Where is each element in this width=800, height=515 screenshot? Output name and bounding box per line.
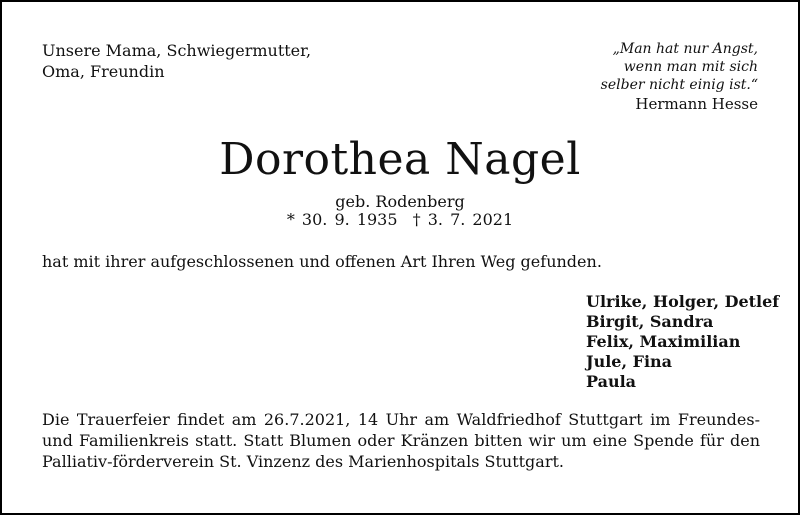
quote-block [598, 40, 758, 113]
family-line: Paula [586, 372, 637, 391]
quote-line-3: selber nicht einig ist.“ [600, 77, 758, 93]
family-line: Ulrike, Holger, Detlef [586, 292, 780, 311]
family-list [586, 292, 779, 392]
intro-line-2: Oma, Freundin [42, 62, 165, 81]
quote-line-2: wenn man mit sich [623, 59, 758, 75]
birth-date: * 30. 9. 1935 [286, 210, 398, 229]
intro-line-1: Unsere Mama, Schwiegermutter, [42, 41, 312, 60]
death-date: † 3. 7. 2021 [412, 210, 514, 229]
quote-line-1: „Man hat nur Angst, [612, 41, 758, 57]
family-line: Felix, Maximilian [586, 332, 741, 351]
funeral-notice: Die Trauerfeier findet am 26.7.2021, 14 Uhr am Waldfriedhof Stuttgart im Freundes- und Familienkreis statt. Statt Blumen oder Kränzen bitten wir um eine Spende für den Palliativ-förderverein St. Vinzenz des Marienhospitals Stuttgart. [42, 410, 760, 471]
family-line: Jule, Fina [586, 352, 673, 371]
family-line: Birgit, Sandra [586, 312, 714, 331]
quote-author: Hermann Hesse [635, 95, 758, 113]
life-dates [2, 210, 798, 230]
statement-text: hat mit ihrer aufgeschlossenen und offenen Art Ihren Weg gefunden. [42, 252, 602, 271]
deceased-name: Dorothea Nagel [219, 134, 581, 185]
birth-name: geb. Rodenberg [335, 192, 465, 211]
intro-text [42, 40, 311, 82]
